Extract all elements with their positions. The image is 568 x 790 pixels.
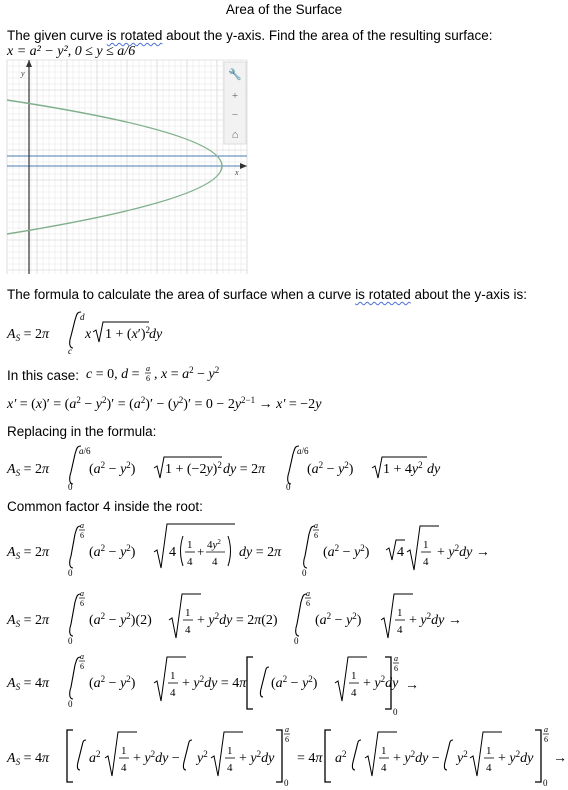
svg-text:(a2 − y2): $(a^2 - y^2)$ (89, 674, 136, 691)
replacing-label: Replacing in the formula: (7, 424, 157, 439)
svg-text:6: 6 (285, 735, 289, 744)
svg-text:1: 1 (187, 539, 193, 551)
case-label: In this case: (7, 368, 80, 383)
svg-text:6: 6 (145, 374, 150, 383)
svg-text:= 4π: = 4π (297, 751, 323, 766)
svg-text:y2: $y^2$ (457, 749, 468, 766)
curve-graph (7, 60, 247, 274)
svg-text:1: 1 (185, 607, 191, 619)
svg-text:4: 4 (169, 545, 176, 560)
svg-text:a/6: a/6 (297, 446, 309, 456)
svg-text:6: 6 (80, 531, 84, 540)
svg-text:4: 4 (121, 762, 127, 774)
general-formula (7, 308, 177, 358)
svg-text:+ y2dy = 4π: + $y^2dy = 4\pi$ (182, 674, 247, 691)
svg-text:AS = 2π: $A_S = 2\pi$ (7, 545, 49, 561)
svg-text:(a2 − y2): $(a^2 - y^2)$ (271, 674, 318, 691)
svg-text:dy: dy (427, 462, 441, 477)
svg-text:(a2 − y2): $(a^2 - y^2)$ (89, 543, 136, 560)
svg-text:4: 4 (351, 687, 357, 699)
common-factor-label: Common factor 4 inside the root: (7, 499, 203, 514)
svg-text:1 + 4y2: $1 + 4y^2$ (383, 460, 423, 477)
svg-text:(a2 − y2): $(a^2 - y^2)$ (89, 460, 136, 477)
case-line (7, 363, 264, 387)
svg-text:1: 1 (423, 539, 429, 551)
svg-text:x: x (85, 327, 92, 342)
svg-text:a2: $a^2$ (89, 749, 101, 766)
svg-text:4: 4 (486, 762, 492, 774)
graph-toolbar (224, 62, 246, 144)
svg-text:+ y2dy −: + $y^2dy$ − (393, 749, 440, 766)
svg-text:y2: $y^2$ (197, 749, 208, 766)
svg-text:a: a (306, 589, 310, 598)
svg-text:1: 1 (397, 607, 403, 619)
svg-text:4: 4 (381, 762, 387, 774)
svg-text:+ y2dy: + $y^2dy$ (363, 674, 399, 691)
svg-text:1: 1 (121, 745, 127, 757)
svg-text:1: 1 (227, 745, 233, 757)
wrench-icon[interactable]: 🔧 (228, 69, 242, 81)
svg-text:0: 0 (68, 482, 73, 492)
svg-text:x′ = (x)′ = (a2 − y2)′ = (a2)′: $x' = (x)' = (a^2 - y^2)' = (a^2)' - (y^2)' = 0 - 2y^{2-1} \to x' = -2y$ (7, 395, 322, 412)
svg-text:4: 4 (170, 687, 176, 699)
minus-icon[interactable]: − (231, 109, 239, 121)
svg-text:dy: dy (149, 327, 163, 342)
svg-text:4: 4 (397, 545, 404, 560)
svg-text:1: 1 (486, 745, 492, 757)
intro-text: The given curve is rotated about the y-axis. Find the area of the resulting surface: (7, 28, 493, 43)
curve-equation: x = a² − y², 0 ≤ y ≤ a/6 (7, 44, 136, 59)
svg-text:+ y2dy −: + $y^2dy$ − (133, 749, 180, 766)
svg-text:a2: $a^2$ (335, 749, 347, 766)
svg-text:AS = 2π: $A_S = 2\pi$ (7, 462, 49, 478)
svg-text:a: a (314, 521, 318, 530)
svg-text:0: 0 (294, 636, 299, 646)
svg-text:4: 4 (423, 556, 429, 568)
svg-text:6: 6 (544, 735, 548, 744)
svg-text:a: a (285, 725, 289, 734)
svg-text:(a2 − y2): $(a^2 - y^2)$ (315, 611, 362, 628)
home-icon[interactable]: ⌂ (231, 129, 239, 141)
derivative-line (7, 391, 407, 415)
step-three-formula (7, 653, 427, 717)
svg-text:4: 4 (397, 624, 403, 636)
case-values (84, 363, 264, 387)
svg-text:1 + (x′)2: $1 + (x')^2$ (105, 325, 151, 342)
svg-text:6: 6 (314, 531, 318, 540)
svg-text:4: 4 (227, 762, 233, 774)
svg-text:0: 0 (68, 636, 73, 646)
svg-text:+ y2dy: + $y^2dy$ (239, 749, 275, 766)
plus-icon[interactable]: + (231, 90, 239, 102)
svg-text:6: 6 (80, 662, 84, 671)
svg-text:0: 0 (543, 778, 548, 788)
svg-text:(a2 − y2): $(a^2 - y^2)$ (307, 460, 354, 477)
svg-text:6: 6 (306, 599, 310, 608)
svg-text:0: 0 (302, 568, 307, 578)
svg-text:c = 0, d =: c = 0, d = (85, 367, 140, 382)
svg-text:a: a (80, 652, 84, 661)
svg-text:, x = a2 − y2: , $x = a^2 - y^2$ (153, 365, 219, 382)
svg-text:→: → (553, 751, 567, 766)
svg-text:1 + (−2y)2: $1 + (-2y)^2$ (165, 460, 222, 477)
svg-text:dy = 2π: dy = 2π (239, 545, 282, 560)
svg-text:a: a (544, 725, 548, 734)
svg-text:AS = 4π: $A_S = 4\pi$ (7, 676, 49, 692)
svg-text:a: a (394, 654, 398, 663)
svg-text:d: d (80, 312, 85, 322)
spellcheck-highlight: is rotated (106, 28, 163, 43)
spellcheck-highlight: is rotated (355, 287, 411, 302)
svg-text:0: 0 (68, 568, 73, 578)
svg-text:6: 6 (80, 599, 84, 608)
svg-text:a: a (80, 521, 84, 530)
step-two-formula (7, 590, 477, 650)
formula-intro-text: The formula to calculate the area of surface when a curve is rotated about the y-axis is: (7, 287, 528, 302)
svg-text:a: a (80, 589, 84, 598)
svg-text:dy = 2π: dy = 2π (223, 462, 266, 477)
svg-text:+ y2dy →: + $y^2dy$ → (437, 543, 490, 560)
svg-text:4: 4 (187, 556, 193, 568)
svg-text:+ y2dy →: + $y^2dy$ → (409, 611, 462, 628)
svg-text:a/6: a/6 (79, 446, 91, 456)
y-axis-label: y (21, 69, 25, 78)
svg-text:6: 6 (394, 664, 398, 673)
svg-text:0: 0 (286, 482, 291, 492)
svg-text:AS = 2π: $A_S = 2\pi$ (7, 613, 49, 629)
svg-text:+ y2dy: + $y^2dy$ (498, 749, 534, 766)
svg-text:+ y2dy = 2π(2): + $y^2dy = 2\pi(2)$ (197, 611, 278, 628)
svg-text:+: + (197, 544, 205, 559)
step-four-formula (7, 722, 568, 788)
svg-text:0: 0 (68, 699, 73, 709)
svg-text:4: 4 (212, 556, 218, 568)
svg-text:1: 1 (351, 670, 357, 682)
svg-text:1: 1 (170, 670, 176, 682)
replaced-formula (7, 442, 457, 494)
step-one-formula (7, 520, 490, 582)
svg-text:c: c (68, 346, 72, 356)
svg-text:AS = 2π: $A_S = 2\pi$ (7, 327, 49, 343)
svg-text:0: 0 (393, 707, 398, 717)
svg-text:1: 1 (381, 745, 387, 757)
svg-text:→: → (405, 678, 419, 693)
x-axis-label: x (235, 168, 239, 177)
svg-text:(a2 − y2): $(a^2 - y^2)$ (323, 543, 370, 560)
graph-grid (7, 60, 247, 274)
svg-text:(a2 − y2)(2): $(a^2 - y^2)(2)$ (89, 611, 152, 628)
svg-text:a: a (145, 364, 150, 373)
svg-text:AS = 4π: $A_S = 4\pi$ (7, 751, 49, 767)
svg-text:4: 4 (185, 624, 191, 636)
svg-text:0: 0 (284, 778, 289, 788)
page-title: Area of the Surface (225, 2, 343, 17)
svg-text:4y2: $4y^2$ (207, 538, 221, 551)
